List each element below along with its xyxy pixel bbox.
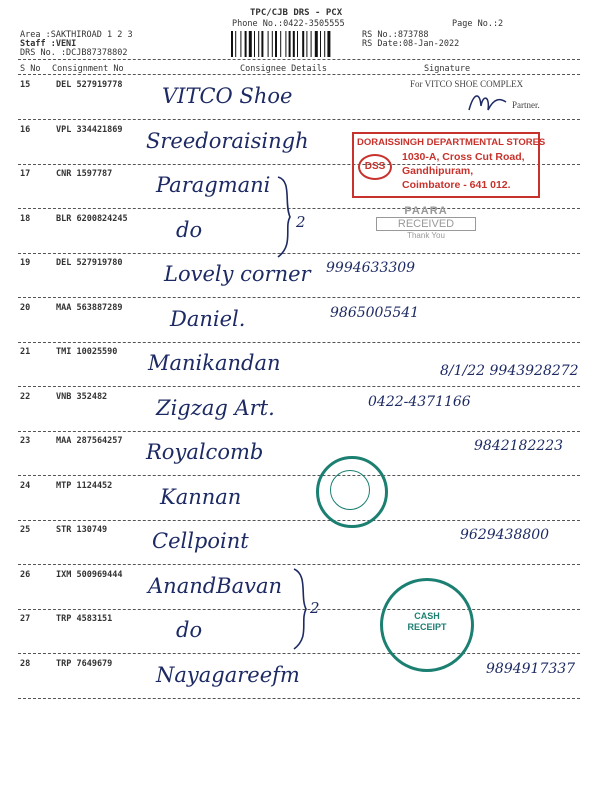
row-serial-number: 23 — [20, 436, 31, 446]
row-consignment-number: DEL 527919778 — [56, 80, 123, 90]
bracket-rows-26-27 — [286, 565, 326, 655]
barcode-bar — [258, 31, 259, 57]
barcode-bar — [293, 31, 295, 57]
row-serial-number: 27 — [20, 614, 31, 624]
header-rule-bottom — [18, 74, 580, 75]
row-separator — [18, 475, 580, 476]
round-stamp-green — [316, 456, 388, 528]
dss-name: DORAISSINGH DEPARTMENTAL STORES — [357, 137, 546, 148]
barcode-bar — [254, 31, 255, 57]
row-signature-phone: 0422-4371166 — [368, 393, 471, 410]
barcode-bar — [272, 31, 273, 57]
barcode-bar — [320, 31, 321, 57]
bracket-count: 2 — [296, 213, 306, 231]
row-consignment-number: IXM 500969444 — [56, 569, 123, 580]
barcode-bar — [289, 31, 291, 57]
received-stamp-label: RECEIVED — [376, 217, 476, 231]
row-separator — [18, 297, 580, 298]
row-separator — [18, 520, 580, 521]
row-consignee-handwritten: do — [176, 618, 203, 642]
row-consignee-handwritten: do — [176, 217, 203, 242]
row-consignee-handwritten: Paragmani — [156, 173, 271, 197]
vitco-stamp-line1: For VITCO SHOE COMPLEX — [410, 79, 524, 89]
row-consignment-number: TRP 7649679 — [56, 658, 113, 669]
page-number: Page No.:2 — [452, 19, 504, 29]
barcode-bar — [245, 31, 247, 57]
dss-stamp — [352, 132, 546, 198]
row-consignee-handwritten: Daniel. — [170, 306, 246, 331]
drs-number: DRS No. :DCJB87378802 — [20, 48, 128, 58]
row-separator — [18, 698, 580, 699]
row-signature-phone: 9994633309 — [326, 260, 416, 276]
dss-address-line3: Coimbatore - 641 012. — [402, 179, 511, 191]
row-serial-number: 20 — [20, 302, 31, 313]
dss-address-line2: Gandhipuram, — [402, 165, 474, 177]
col-sno: S No — [20, 64, 41, 74]
barcode-bar — [280, 31, 281, 57]
barcode-bar — [275, 31, 277, 57]
vitco-stamp-line2: Partner. — [512, 100, 540, 110]
barcode-bar — [306, 31, 307, 57]
barcode-bar — [297, 31, 298, 57]
barcode-bar — [235, 31, 236, 57]
row-signature-phone: 9865005541 — [330, 304, 420, 321]
row-consignment-number: TMI 10025590 — [56, 347, 118, 357]
row-consignee-handwritten: Manikandan — [148, 351, 281, 375]
row-serial-number: 15 — [20, 80, 31, 90]
row-consignee-handwritten: Cellpoint — [152, 529, 249, 553]
row-consignee-handwritten: Kannan — [160, 484, 242, 509]
barcode-bar — [327, 31, 330, 57]
phone-number: Phone No.:0422-3505555 — [232, 19, 345, 29]
row-serial-number: 19 — [20, 258, 31, 268]
barcode — [230, 31, 354, 57]
row-consignment-number: VNB 352482 — [56, 391, 108, 402]
rs-number: RS No.:873788 — [362, 30, 429, 40]
round-stamp-inner — [330, 470, 370, 510]
row-consignee-handwritten: AnandBavan — [148, 573, 283, 598]
row-signature-phone: 9842182223 — [474, 438, 564, 454]
barcode-bar — [311, 31, 312, 57]
barcode-bar — [240, 31, 241, 57]
barcode-bar — [249, 31, 252, 57]
row-consignee-handwritten: Sreedoraisingh — [146, 128, 309, 153]
received-stamp — [376, 205, 476, 240]
row-consignee-handwritten: Nayagareefm — [156, 662, 300, 687]
col-consignee: Consignee Details — [240, 64, 327, 74]
row-serial-number: 24 — [20, 480, 31, 491]
row-serial-number: 26 — [20, 569, 31, 580]
rs-date: RS Date:08-Jan-2022 — [362, 39, 460, 49]
row-consignment-number: TRP 4583151 — [56, 614, 113, 624]
row-separator — [18, 431, 580, 432]
header-rule-top — [18, 59, 580, 60]
row-signature-phone: 8/1/22 9943928272 — [440, 363, 579, 379]
row-consignment-number: MTP 1124452 — [56, 480, 113, 491]
row-consignee-handwritten: Lovely corner — [164, 262, 311, 286]
row-serial-number: 17 — [20, 169, 31, 179]
received-stamp-thanks: Thank You — [407, 231, 445, 240]
row-signature-phone: 9894917337 — [486, 660, 576, 677]
received-stamp-name: PAARA — [404, 205, 448, 217]
row-consignment-number: BLR 6200824245 — [56, 213, 128, 224]
barcode-bar — [261, 31, 263, 57]
row-separator — [18, 342, 580, 343]
cash-receipt-text: CASH RECEIPT — [407, 611, 447, 632]
signature-scribble — [466, 88, 510, 116]
row-serial-number: 22 — [20, 391, 31, 402]
row-consignment-number: VPL 334421869 — [56, 124, 123, 135]
barcode-bar — [231, 31, 233, 57]
row-signature-phone: 9629438800 — [460, 527, 550, 543]
bracket-rows-17-18 — [270, 165, 310, 265]
col-consignment: Consignment No — [52, 64, 124, 74]
row-consignment-number: DEL 527919780 — [56, 258, 123, 268]
barcode-bar — [302, 31, 304, 57]
row-separator — [18, 386, 580, 387]
row-consignee-handwritten: Royalcomb — [146, 440, 264, 464]
barcode-bar — [315, 31, 318, 57]
cash-receipt-stamp — [380, 578, 474, 672]
bracket-count: 2 — [310, 599, 320, 617]
document-title: TPC/CJB DRS - PCX — [250, 8, 343, 18]
dss-logo: DSS — [358, 154, 392, 180]
barcode-bar — [324, 31, 325, 57]
row-serial-number: 25 — [20, 525, 31, 535]
row-consignment-number: STR 130749 — [56, 525, 108, 535]
barcode-bar — [268, 31, 269, 57]
barcode-bar — [285, 31, 286, 57]
area-field: Area :SAKTHIROAD 1 2 3 — [20, 30, 133, 40]
row-consignee-handwritten: VITCO Shoe — [162, 84, 293, 108]
col-signature: Signature — [424, 64, 471, 74]
row-serial-number: 21 — [20, 347, 31, 357]
row-serial-number: 18 — [20, 213, 31, 224]
row-serial-number: 16 — [20, 124, 31, 135]
row-separator — [18, 119, 580, 120]
row-consignment-number: MAA 563887289 — [56, 302, 123, 313]
dss-address-line1: 1030-A, Cross Cut Road, — [402, 151, 525, 163]
staff-field: Staff :VENI — [20, 39, 77, 49]
row-consignment-number: MAA 287564257 — [56, 436, 123, 446]
row-serial-number: 28 — [20, 658, 31, 669]
row-consignee-handwritten: Zigzag Art. — [156, 395, 275, 420]
row-consignment-number: CNR 1597787 — [56, 169, 113, 179]
